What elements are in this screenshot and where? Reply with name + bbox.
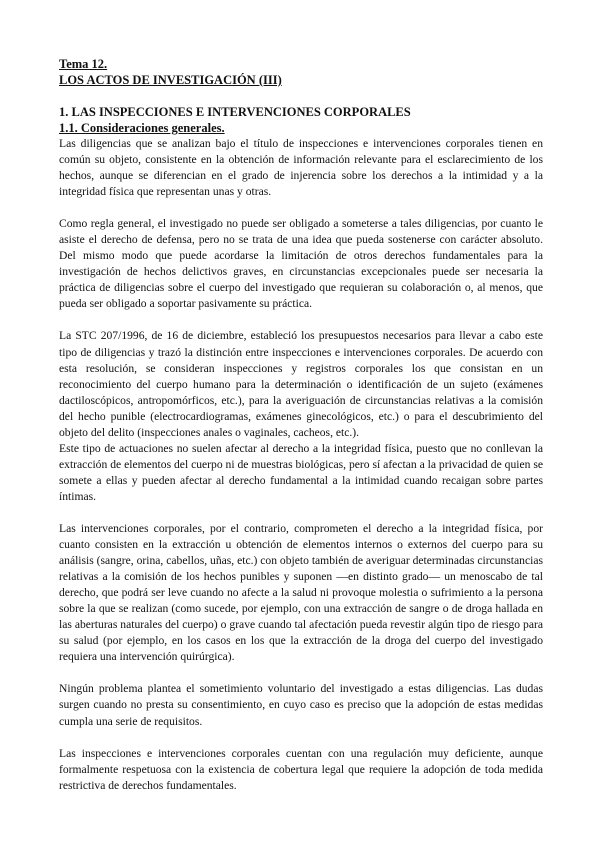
spacer xyxy=(59,505,543,521)
topic-number: Tema 12. xyxy=(59,57,108,71)
paragraph-interventions: Las intervenciones corporales, por el contrario, comprometen el derecho a la integridad física, por cuanto consisten en la extracción u obtención de elementos internos o externos del cuerpo para su análisis (sangre, orina, cabellos, uñas, etc.) con objeto también de averiguar determinadas circunstancias relativas a la comisión de los hechos punibles y suponen —en distinto grado— un menoscabo de tal derecho, que podrá ser leve cuando no afecte a la salud ni provoque molestia o sufrimiento a la persona sobre la que se realizan (como sucede, por ejemplo, con una extracción de sangre o de droga hallada en las aberturas naturales del cuerpo) o grave cuando tal afectación pueda revestir algún tipo de riesgo para su salud (por ejemplo, en los casos en los que la extracción de la droga del cuerpo del investigado requiera una intervención quirúrgica). xyxy=(59,521,543,664)
paragraph-general-rule: Como regla general, el investigado no puede ser obligado a someterse a tales diligencias, por cuanto le asiste el derecho de defensa, pero no se trata de una idea que pueda sostenerse con carácter absoluto. Del mismo modo que puede acordarse la limitación de otros derechos fundamentales para la investigación de hechos delictivos graves, en circunstancias excepcionales puede ser necesaria la práctica de diligencias sobre el cuerpo del investigado que requieran su colaboración o, al menos, que pueda ser obligado a soportar pasivamente su práctica. xyxy=(59,217,543,311)
document-page xyxy=(59,56,543,794)
paragraph-consent: Ningún problema plantea el sometimiento voluntario del investigado a estas diligencias. Las dudas surgen cuando no presta su consentimiento, en cuyo caso es preciso que la adopción de estas medidas cumpla una serie de requisitos. xyxy=(59,682,543,728)
paragraph-intro: Las diligencias que se analizan bajo el título de inspecciones e intervenciones corporales tienen en común su objeto, consistente en la obtención de información relevante para el esclarecimiento de los hechos, aunque se diferencian en el grado de injerencia sobre los derechos a la intimidad y a la integridad física que representan unas y otras. xyxy=(59,137,543,199)
spacer xyxy=(59,312,543,328)
section-title: 1. LAS INSPECCIONES E INTERVENCIONES CORPORALES xyxy=(59,105,411,119)
paragraph-stc: La STC 207/1996, de 16 de diciembre, estableció los presupuestos necesarios para llevar a cabo este tipo de diligencias y trazó la distinción entre inspecciones e intervenciones corporales. De acuerdo con esta resolución, se consideran inspecciones y registros corporales los que consistan en un reconocimiento del cuerpo humano para la determinación o identificación de un sujeto (exámenes dactiloscópicos, antropomórficos, etc.), para la averiguación de circunstancias relativas a la comisión del hecho punible (electrocardiogramas, exámenes ginecológicos, etc.) o para el descubrimiento del objeto del delito (inspecciones anales o vaginales, cacheos, etc.). xyxy=(59,329,543,439)
spacer xyxy=(59,88,543,104)
subsection-title: 1.1. Consideraciones generales. xyxy=(59,121,225,135)
spacer xyxy=(59,730,543,746)
paragraph-inspections-effects: Este tipo de actuaciones no suelen afectar al derecho a la integridad física, puesto que no conllevan la extracción de elementos del cuerpo ni de muestras biológicas, pero sí afectan a la privacidad de quien se somete a ellas y pueden afectar al derecho fundamental a la intimidad cuando recaigan sobre partes íntimas. xyxy=(59,441,543,503)
topic-title: LOS ACTOS DE INVESTIGACIÓN (III) xyxy=(59,73,282,87)
spacer xyxy=(59,665,543,681)
paragraph-regulation: Las inspecciones e intervenciones corporales cuentan con una regulación muy deficiente, aunque formalmente respetuosa con la existencia de cobertura legal que requiere la adopción de toda medida restrictiva de derechos fundamentales. xyxy=(59,746,543,792)
spacer xyxy=(59,200,543,216)
